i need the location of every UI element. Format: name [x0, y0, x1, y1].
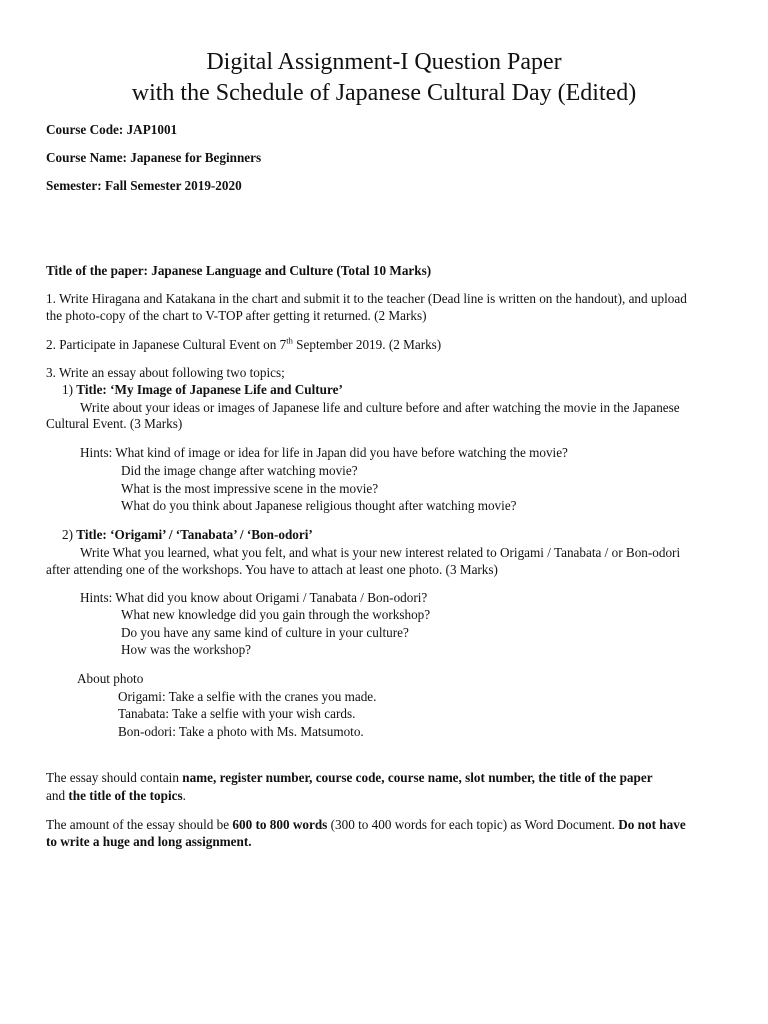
course-name: Course Name: Japanese for Beginners: [46, 150, 262, 165]
essay-contents-items: name, register number, course code, course name, slot number, the title of the paper: [182, 770, 653, 785]
semester: Semester: Fall Semester 2019-2020: [46, 178, 242, 193]
topic-2-hint: What new knowledge did you gain through the workshop?: [121, 607, 431, 622]
topic-1-hint: What is the most impressive scene in the movie?: [121, 481, 379, 496]
topic-2-desc-line-2: after attending one of the workshops. You have to attach at least one photo. (3 Marks): [46, 562, 498, 577]
photo-item: Bon-odori: Take a photo with Ms. Matsumoto.: [118, 724, 364, 739]
topic-2-title: Title: ‘Origami’ / ‘Tanabata’ / ‘Bon-odori’: [76, 527, 313, 542]
topic-2-hint: How was the workshop?: [121, 642, 252, 657]
essay-length-prefix: The amount of the essay should be: [46, 817, 233, 832]
topic-1-desc-line-2: Cultural Event. (3 Marks): [46, 416, 183, 431]
topic-1-number: 1): [62, 382, 77, 397]
essay-length-words: 600 to 800 words: [232, 817, 328, 832]
topic-1-hint: Did the image change after watching movie?: [121, 463, 358, 478]
paper-title: Title of the paper: Japanese Language and Culture (Total 10 Marks): [46, 263, 432, 278]
essay-contents-topics: the title of the topics: [68, 788, 183, 803]
topic-1-title: Title: ‘My Image of Japanese Life and Culture’: [76, 382, 343, 397]
topic-2-hint: Do you have any same kind of culture in your culture?: [121, 625, 409, 640]
topic-1-hint: Hints: What kind of image or idea for life in Japan did you have before watching the movie?: [80, 445, 568, 460]
topic-2-number: 2): [62, 527, 77, 542]
photo-item: Tanabata: Take a selfie with your wish cards.: [118, 706, 356, 721]
title-line-1: Digital Assignment-I Question Paper: [206, 49, 562, 75]
essay-length-line-1: [46, 816, 686, 834]
question-1-line-1: 1. Write Hiragana and Katakana in the chart and submit it to the teacher (Dead line is written on the handout), and upload: [46, 291, 687, 306]
essay-contents-line-2: [46, 787, 186, 805]
essay-contents-line-2-suffix: .: [182, 788, 186, 803]
question-1-line-2: the photo-copy of the chart to V-TOP after getting it returned. (2 Marks): [46, 308, 427, 323]
question-2-before: 2. Participate in Japanese Cultural Event on 7: [46, 337, 287, 352]
topic-2-hint: Hints: What did you know about Origami / Tanabata / Bon-odori?: [80, 590, 428, 605]
title-line-2: with the Schedule of Japanese Cultural Day (Edited): [131, 80, 637, 106]
course-code: Course Code: JAP1001: [46, 122, 178, 137]
essay-contents-line-2-prefix: and: [46, 788, 69, 803]
about-photo-heading: About photo: [77, 671, 144, 686]
document-title: [0, 47, 768, 109]
question-2: [46, 336, 441, 354]
question-2-after: September 2019. (2 Marks): [292, 337, 442, 352]
topic-2-heading: [62, 526, 313, 544]
topic-1-desc-line-1: Write about your ideas or images of Japanese life and culture before and after watching the movie in the Japanese: [80, 400, 680, 415]
essay-length-line-2: to write a huge and long assignment.: [46, 834, 252, 849]
photo-item: Origami: Take a selfie with the cranes you made.: [118, 689, 377, 704]
essay-contents-line-1: [46, 769, 653, 787]
essay-length-tail: Do not have: [618, 817, 686, 832]
topic-2-desc-line-1: Write What you learned, what you felt, and what is your new interest related to Origami / Tanabata / or Bon-odori: [80, 545, 681, 560]
essay-length-middle: (300 to 400 words for each topic) as Word Document.: [327, 817, 619, 832]
essay-contents-prefix: The essay should contain: [46, 770, 183, 785]
question-2-sup: th: [286, 335, 293, 346]
question-3-intro: 3. Write an essay about following two topics;: [46, 365, 285, 380]
topic-1-heading: [62, 381, 343, 399]
topic-1-hint: What do you think about Japanese religious thought after watching movie?: [121, 498, 517, 513]
